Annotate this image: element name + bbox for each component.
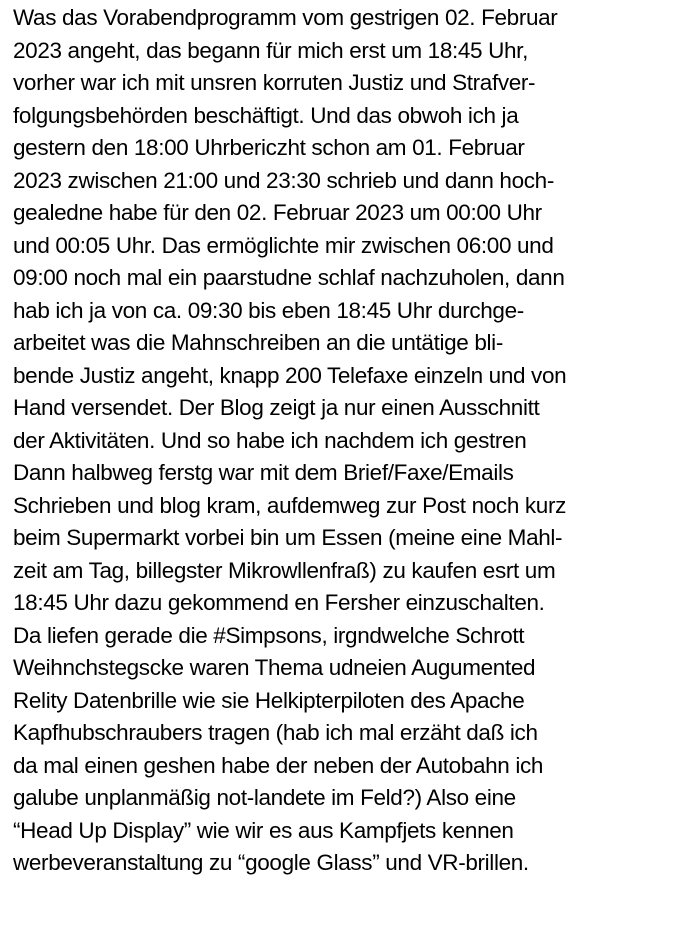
text-line: Weihnchstegscke waren Thema udneien Augumented <box>13 655 536 680</box>
text-line: und 00:05 Uhr. Das ermöglichte mir zwischen 06:00 und <box>13 232 554 258</box>
text-line: Was das Vorabendprogramm vom gestrigen 02. Februar <box>13 5 558 30</box>
text-line: gestern den 18:00 Uhrbericzht schon am 01. Februar <box>13 135 525 160</box>
text-line: 2023 angeht, das begann für mich erst um 18:45 Uhr, <box>13 37 528 63</box>
text-line: Dann halbweg ferstg war mit dem Brief/Faxe/Emails <box>13 460 514 485</box>
text-line: Relity Datenbrille wie sie Helkipterpiloten des Apache <box>13 687 525 713</box>
text-line: 2023 zwischen 21:00 und 23:30 schrieb und dann hoch- <box>13 167 554 193</box>
text-line: 09:00 noch mal ein paarstudne schlaf nachzuholen, dann <box>13 265 565 290</box>
text-line: der Aktivitäten. Und so habe ich nachdem ich gestren <box>13 427 527 453</box>
text-line: Schrieben und blog kram, aufdemweg zur Post noch kurz <box>13 492 567 518</box>
text-line: folgungsbehörden beschäftigt. Und das obwoh ich ja <box>13 102 519 128</box>
text-line: hab ich ja von ca. 09:30 bis eben 18:45 Uhr durchge- <box>13 297 524 323</box>
body-text <box>13 2 681 880</box>
text-line: bende Justiz angeht, knapp 200 Telefaxe einzeln und von <box>13 362 567 388</box>
text-line: 18:45 Uhr dazu gekommend en Fersher einzuschalten. <box>13 590 545 615</box>
text-line: da mal einen geshen habe der neben der Autobahn ich <box>13 752 544 778</box>
text-line: beim Supermarkt vorbei bin um Essen (meine eine Mahl- <box>13 525 563 550</box>
text-line: vorher war ich mit unsren korruten Justiz und Strafver- <box>13 70 536 95</box>
text-line: gealedne habe für den 02. Februar 2023 um 00:00 Uhr <box>13 200 542 225</box>
text-line: arbeitet was die Mahnschreiben an die untätige bli- <box>13 330 503 355</box>
text-line: Hand versendet. Der Blog zeigt ja nur einen Ausschnitt <box>13 395 540 420</box>
text-line: Kapfhubschraubers tragen (hab ich mal erzäht daß ich <box>13 720 538 745</box>
text-line: werbeveranstaltung zu “google Glass” und VR-brillen. <box>13 850 529 875</box>
text-line: Da liefen gerade die #Simpsons, irgndwelche Schrott <box>13 622 525 648</box>
text-line: galube unplanmäßig not-landete im Feld?) Also eine <box>13 785 516 810</box>
text-line: zeit am Tag, billegster Mikrowllenfraß) zu kaufen esrt um <box>13 557 556 583</box>
text-line: “Head Up Display” wie wir es aus Kampfjets kennen <box>13 817 514 843</box>
